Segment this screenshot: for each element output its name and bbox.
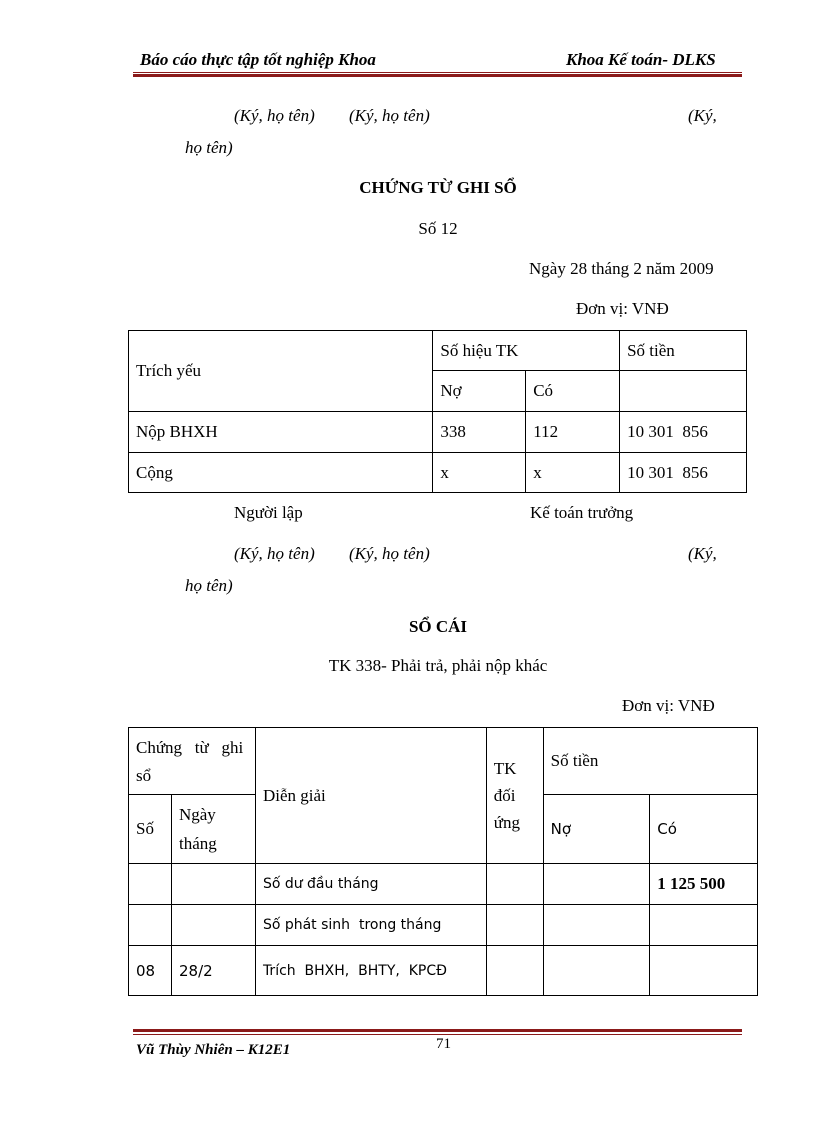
label-chief-accountant: Kế toán trưởng: [530, 503, 634, 522]
table-row: [129, 412, 747, 453]
ledger-header-no: Số: [129, 795, 172, 864]
voucher-number: Số 12: [418, 219, 458, 238]
voucher-date: Ngày 28 tháng 2 năm 2009: [529, 259, 714, 278]
footer-author: Vũ Thùy Nhiên – K12E1: [136, 1042, 291, 1058]
ledger-header-date-l2: tháng: [178, 834, 217, 853]
voucher-total-amount: 10 301 856: [620, 453, 747, 493]
voucher-header-debit: Nợ: [433, 371, 526, 412]
sign-top-a: (Ký, họ tên): [234, 106, 315, 125]
header-right: Khoa Kế toán- DLKS: [566, 50, 716, 69]
voucher-total-desc: Cộng: [129, 453, 433, 493]
ledger-header-desc: Diễn giải: [255, 728, 486, 864]
ledger-row-desc: Số phát sinh trong tháng: [255, 905, 486, 946]
ledger-header-date-l1: Ngày: [178, 805, 216, 824]
ledger-header-account: [486, 728, 543, 864]
voucher-row-debit: 338: [433, 412, 526, 453]
voucher-row-amount: 10 301 856: [620, 412, 747, 453]
voucher-table: [128, 330, 747, 493]
voucher-header-credit: Có: [526, 371, 620, 412]
ledger-row-acc: [486, 946, 543, 996]
ledger-row-date: [171, 905, 255, 946]
voucher-total-debit: x: [433, 453, 526, 493]
label-preparer: Người lập: [234, 503, 303, 522]
ledger-row-date: 28/2: [171, 946, 255, 996]
ledger-row-no: [129, 864, 172, 905]
sign-mid-b: (Ký, họ tên): [349, 544, 430, 563]
ledger-row-debit: [543, 946, 650, 996]
ledger-row-no: 08: [129, 946, 172, 996]
ledger-row-desc: Trích BHXH, BHTY, KPCĐ: [255, 946, 486, 996]
ledger-header-amount: Số tiền: [543, 728, 757, 795]
ledger-subtitle: TK 338- Phải trả, phải nộp khác: [328, 656, 548, 675]
voucher-header-account: Số hiệu TK: [433, 331, 620, 371]
ledger-row-debit: [543, 905, 650, 946]
ledger-title: SỔ CÁI: [408, 617, 468, 636]
voucher-row-credit: 112: [526, 412, 620, 453]
sign-top-b: (Ký, họ tên): [349, 106, 430, 125]
sign-mid-a: (Ký, họ tên): [234, 544, 315, 563]
voucher-unit: Đơn vị: VNĐ: [576, 299, 669, 318]
header-left: Báo cáo thực tập tốt nghiệp Khoa: [140, 50, 376, 69]
voucher-title: CHỨNG TỪ GHI SỔ: [359, 178, 517, 197]
ledger-header-debit: Nợ: [543, 795, 650, 864]
voucher-header-empty: [620, 371, 747, 412]
ledger-header-date: [171, 795, 255, 864]
ledger-row-acc: [486, 905, 543, 946]
ledger-header-voucher-l2: sổ: [136, 766, 152, 785]
ledger-row-credit: 1 125 500: [650, 864, 758, 905]
header-rule-thick: [133, 74, 742, 77]
ledger-header-acc-l1: TK: [493, 759, 517, 778]
table-row: [129, 864, 758, 905]
sign-mid-d: họ tên): [185, 576, 233, 595]
ledger-header-voucher: [129, 728, 256, 795]
ledger-row-credit: [650, 905, 758, 946]
ledger-row-date: [171, 864, 255, 905]
ledger-row-acc: [486, 864, 543, 905]
ledger-row-credit: [650, 946, 758, 996]
ledger-header-voucher-l1: Chứng từ ghi: [136, 738, 244, 757]
footer-rule-thick: [133, 1029, 742, 1032]
ledger-header-acc-l2: đối: [493, 786, 516, 805]
sign-top-c: (Ký,: [688, 106, 717, 125]
sign-mid-c: (Ký,: [688, 544, 717, 563]
page-number: 71: [436, 1036, 451, 1052]
voucher-row-desc: Nộp BHXH: [129, 412, 433, 453]
ledger-header-credit: Có: [650, 795, 758, 864]
ledger-row-debit: [543, 864, 650, 905]
ledger-row-no: [129, 905, 172, 946]
ledger-header-acc-l3: ứng: [493, 813, 520, 832]
ledger-row-desc: Số dư đầu tháng: [255, 864, 486, 905]
voucher-header-desc: Trích yếu: [129, 331, 433, 412]
table-row: [129, 946, 758, 996]
table-row: [129, 905, 758, 946]
header-rule-thin: [133, 72, 742, 73]
table-row: [129, 453, 747, 493]
voucher-total-credit: x: [526, 453, 620, 493]
ledger-unit: Đơn vị: VNĐ: [622, 696, 715, 715]
voucher-header-amount: Số tiền: [620, 331, 747, 371]
sign-top-d: họ tên): [185, 138, 233, 157]
ledger-table: [128, 727, 758, 996]
footer-rule-thin: [133, 1034, 742, 1035]
